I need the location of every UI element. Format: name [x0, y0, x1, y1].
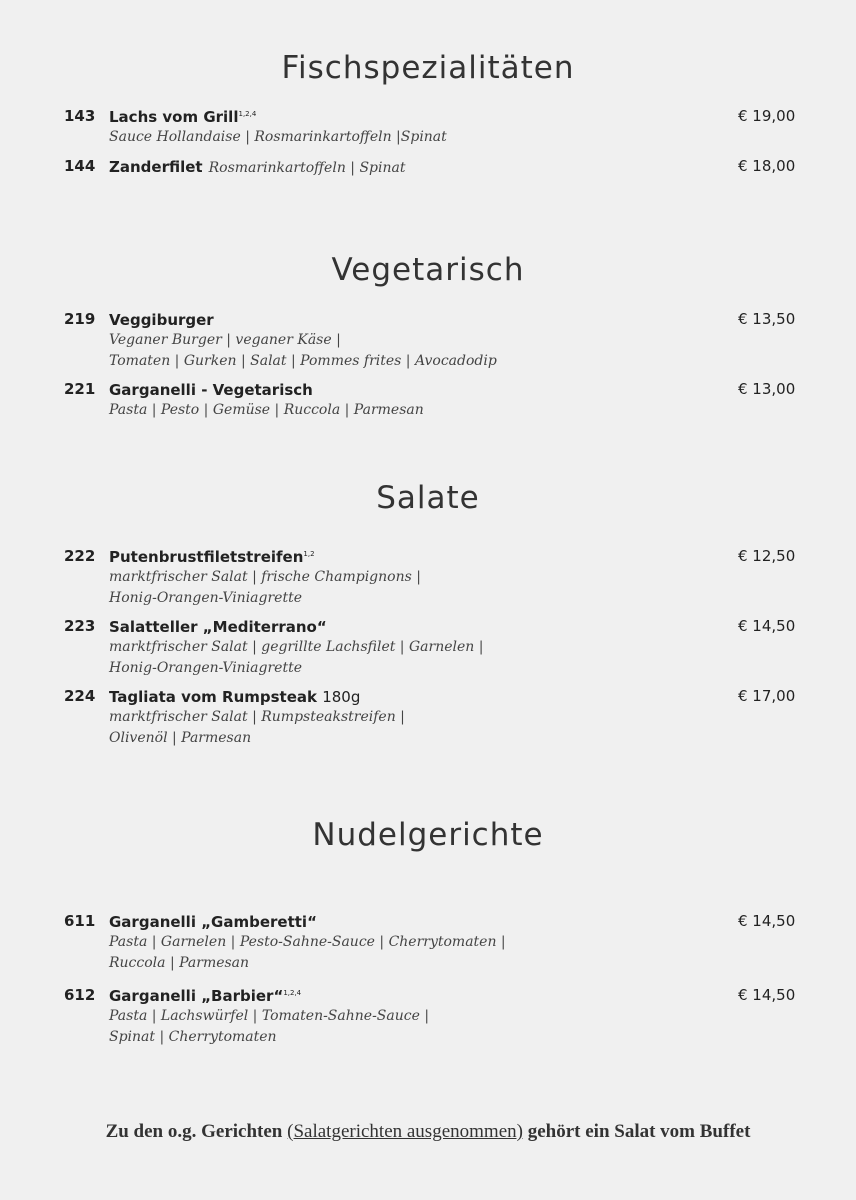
allergen-superscript: 1,2,4	[283, 989, 302, 997]
item-price: € 14,50	[738, 986, 796, 1004]
item-description: Ruccola | Parmesan	[109, 955, 250, 971]
item-description: marktfrischer Salat | Rumpsteakstreifen |	[109, 709, 405, 725]
item-description: Pasta | Garnelen | Pesto-Sahne-Sauce | Cherrytomaten |	[109, 934, 506, 950]
item-number: 143	[64, 107, 96, 125]
item-name: Zanderfilet	[109, 158, 203, 176]
item-number: 144	[64, 157, 96, 175]
item-number: 221	[64, 380, 96, 398]
item-description: Tomaten | Gurken | Salat | Pommes frites | Avocadodip	[109, 353, 497, 369]
buffet-note-after: gehört ein Salat vom Buffet	[522, 1121, 751, 1142]
item-name: Lachs vom Grill	[109, 108, 239, 126]
item-name: Salatteller „Mediterrano“	[109, 618, 327, 636]
item-name: Garganelli „Gamberetti“	[109, 913, 317, 931]
item-price: € 14,50	[738, 912, 796, 930]
allergen-superscript: 1,2	[303, 550, 315, 558]
item-description: Rosmarinkartoffeln | Spinat	[208, 160, 406, 176]
item-name: Tagliata vom Rumpsteak	[109, 688, 317, 706]
item-price: € 14,50	[738, 617, 796, 635]
item-weight: 180g	[322, 688, 361, 706]
allergen-superscript: 1,2,4	[238, 110, 257, 118]
item-description: Olivenöl | Parmesan	[109, 730, 252, 746]
item-number: 224	[64, 687, 96, 705]
buffet-note-exception: (Salatgerichten ausgenommen)	[287, 1121, 523, 1142]
section-title-vegetarisch: Vegetarisch	[331, 252, 525, 288]
item-name: Putenbrustfiletstreifen	[109, 548, 304, 566]
buffet-note	[0, 1121, 856, 1143]
item-price: € 13,50	[738, 310, 796, 328]
item-number: 219	[64, 310, 96, 328]
item-price: € 17,00	[738, 687, 796, 705]
item-description: Spinat | Cherrytomaten	[109, 1029, 277, 1045]
section-title-salate: Salate	[376, 480, 480, 516]
item-name: Veggiburger	[109, 311, 214, 329]
buffet-note-before: Zu den o.g. Gerichten	[105, 1121, 288, 1142]
item-description: Veganer Burger | veganer Käse |	[109, 332, 341, 348]
item-price: € 13,00	[738, 380, 796, 398]
item-price: € 18,00	[738, 157, 796, 175]
section-title-nudelgerichte: Nudelgerichte	[312, 817, 544, 853]
item-price: € 12,50	[738, 547, 796, 565]
item-name: Garganelli - Vegetarisch	[109, 381, 313, 399]
item-description: Pasta | Lachswürfel | Tomaten-Sahne-Sauce |	[109, 1008, 430, 1024]
item-price: € 19,00	[738, 107, 796, 125]
item-description: Honig-Orangen-Viniagrette	[109, 590, 302, 606]
item-number: 222	[64, 547, 96, 565]
item-name: Garganelli „Barbier“	[109, 987, 284, 1005]
item-description: Pasta | Pesto | Gemüse | Ruccola | Parmesan	[109, 402, 424, 418]
section-title-fischspezialitaeten: Fischspezialitäten	[281, 50, 575, 86]
item-description: marktfrischer Salat | gegrillte Lachsfilet | Garnelen |	[109, 639, 484, 655]
item-description: marktfrischer Salat | frische Champignons |	[109, 569, 421, 585]
item-description: Sauce Hollandaise | Rosmarinkartoffeln |Spinat	[109, 129, 447, 145]
item-description: Honig-Orangen-Viniagrette	[109, 660, 302, 676]
item-number: 611	[64, 912, 96, 930]
item-number: 223	[64, 617, 96, 635]
item-number: 612	[64, 986, 96, 1004]
